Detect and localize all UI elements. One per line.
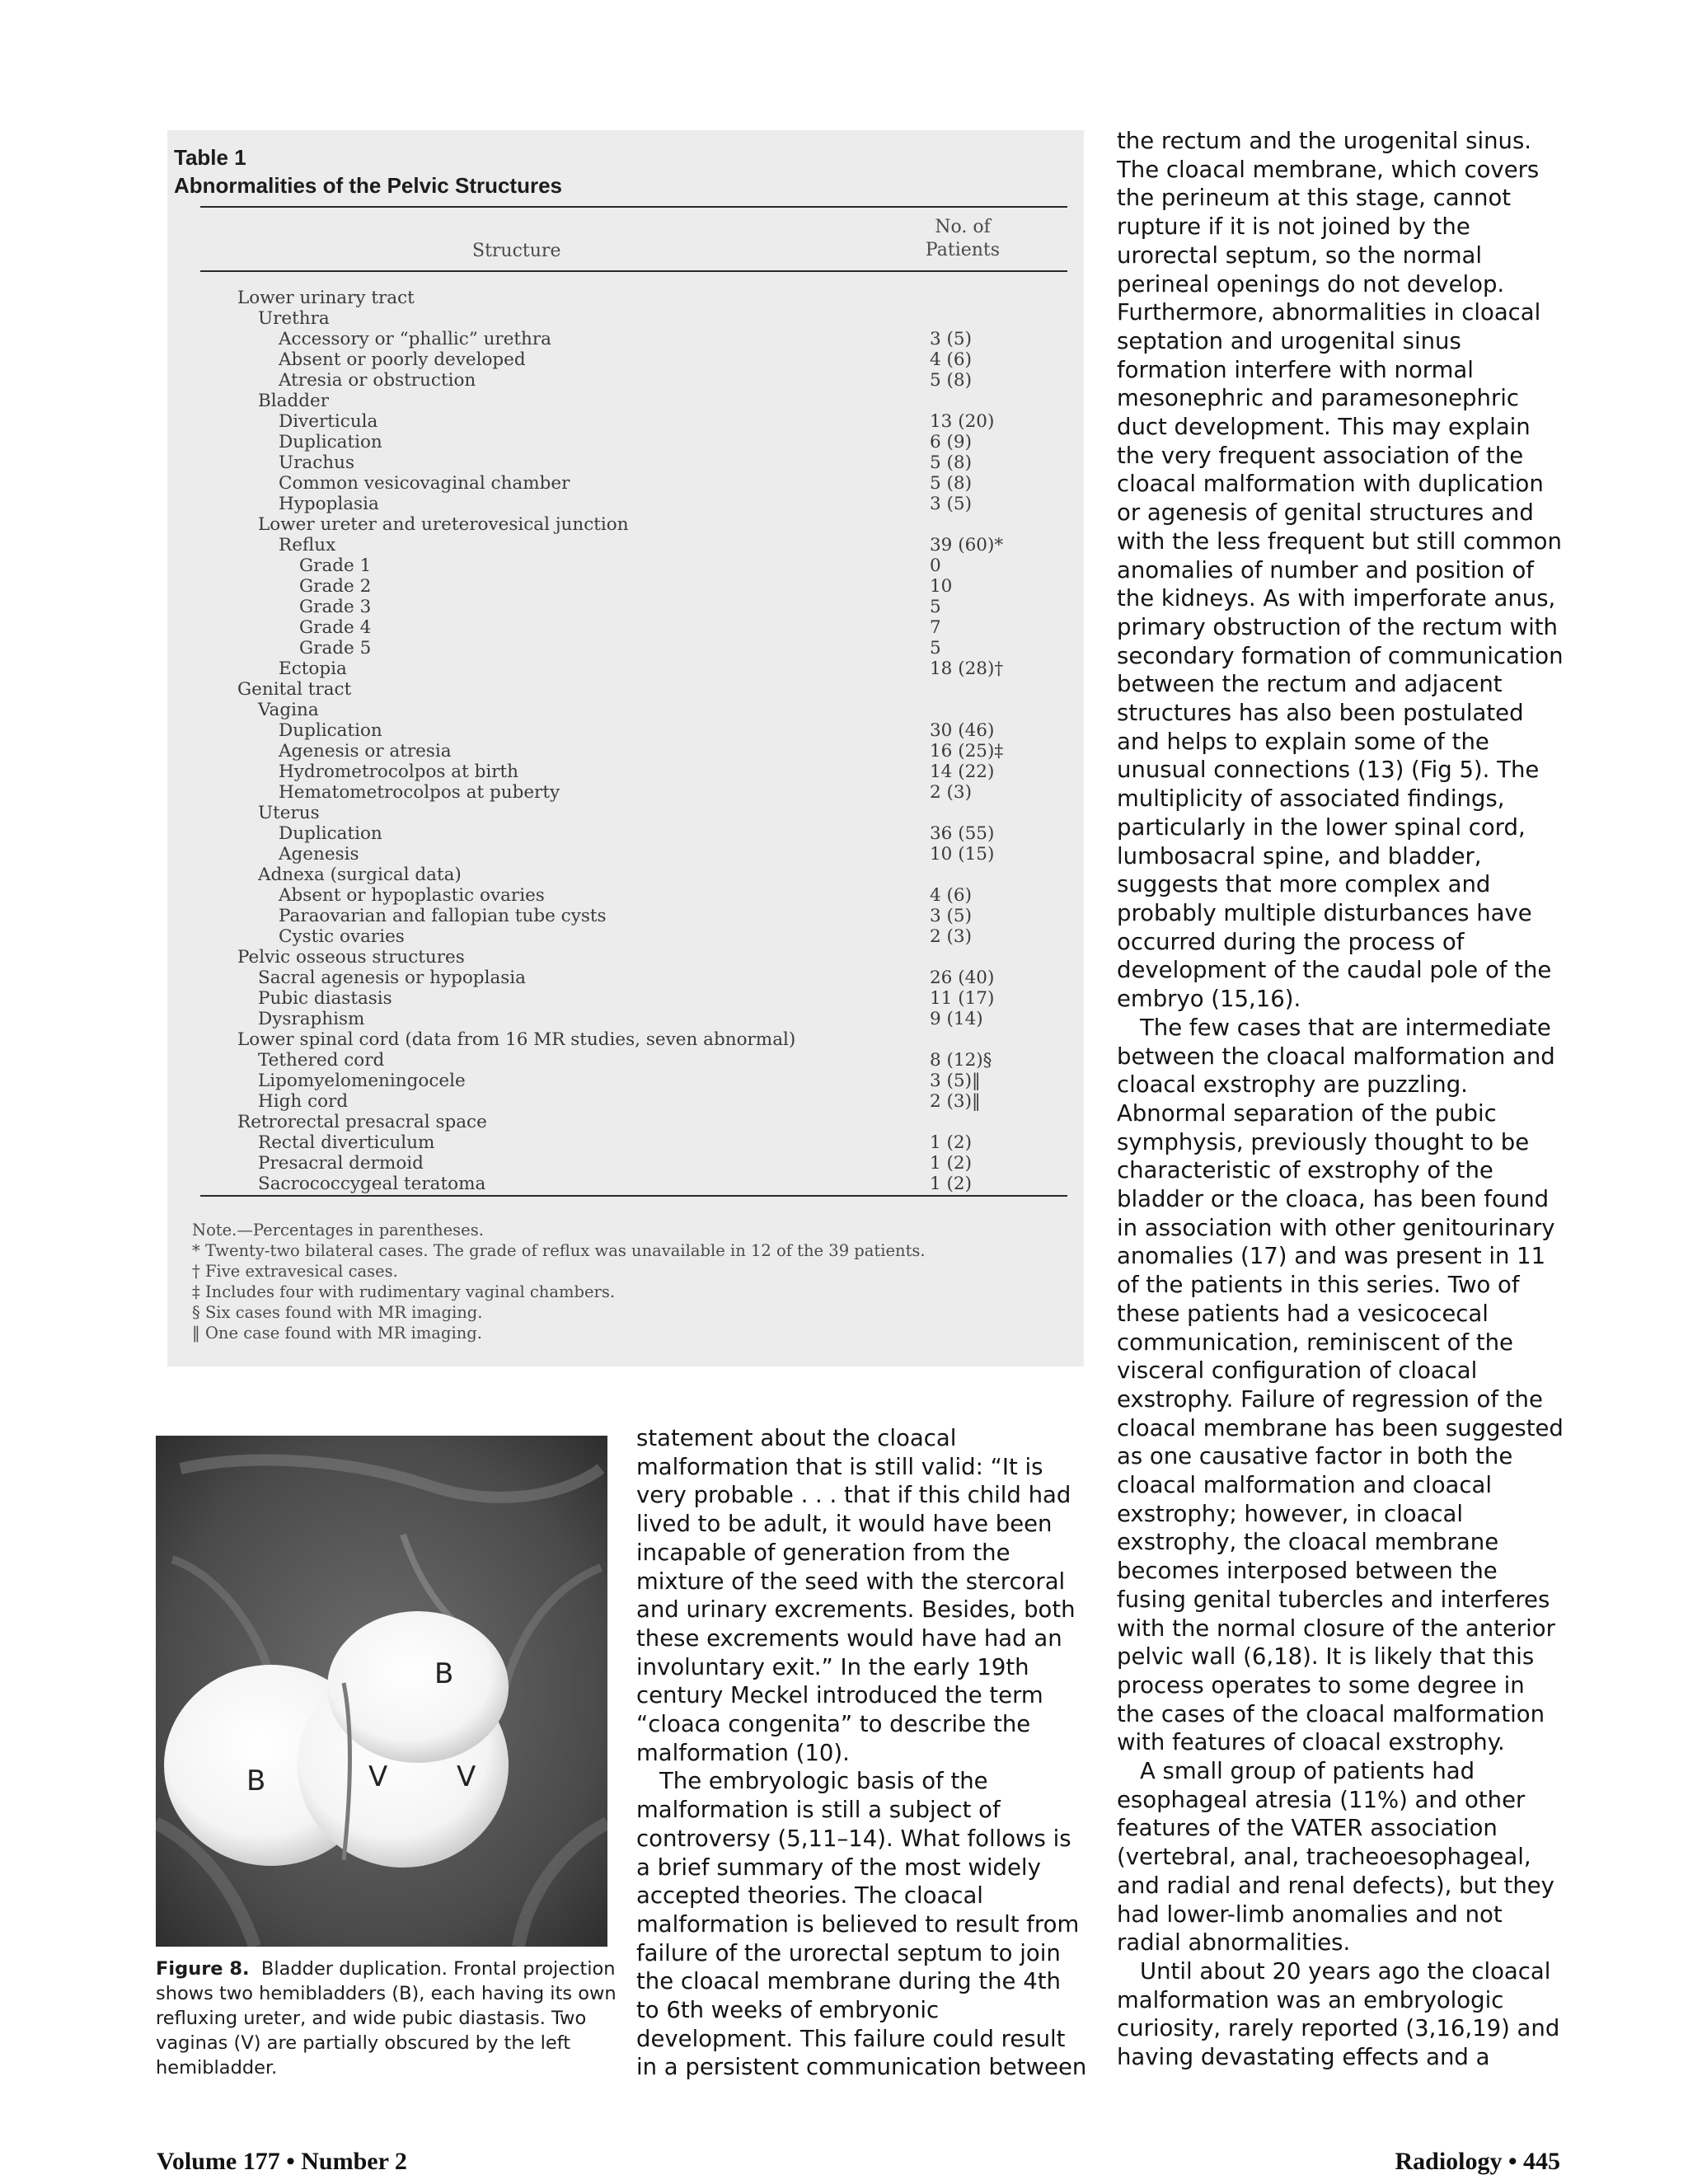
- table-row: [167, 555, 1084, 576]
- table-row: [167, 741, 1084, 762]
- table-cell-patients: 5: [930, 597, 941, 617]
- table-row: [167, 535, 1084, 555]
- table-cell-patients: 39 (60)*: [930, 535, 1004, 555]
- table-row: [167, 988, 1084, 1009]
- paragraph: statement about the cloacal malformation that is still valid: “It is very probable . . . that if this child had lived to be adult, it would have been incapable of generation from the mixture of the seed with the stercoral and urinary excrements. Besides, both these excrements would have had an involuntary exit.” In the early 19th century Meckel introduced the term “cloaca congenita” to describe the malformation (10).: [636, 1425, 1076, 1766]
- table-cell-structure: Grade 5: [299, 638, 372, 658]
- table-row: [167, 968, 1084, 988]
- table-cell-structure: Lower ureter and ureterovesical junction: [258, 514, 629, 535]
- table-row: [167, 494, 1084, 514]
- table-cell-patients: 4 (6): [930, 885, 972, 906]
- table-cell-structure: Genital tract: [237, 679, 352, 700]
- table-header-rule: [200, 270, 1067, 272]
- table-cell-patients: 10 (15): [930, 844, 995, 865]
- table-cell-structure: Sacral agenesis or hypoplasia: [258, 968, 526, 988]
- table-notes: [192, 1220, 1066, 1343]
- table-cell-patients: 1 (2): [930, 1153, 972, 1174]
- table-cell-structure: Absent or hypoplastic ovaries: [279, 885, 545, 906]
- table-cell-structure: High cord: [258, 1091, 349, 1112]
- table-cell-structure: Ectopia: [279, 658, 347, 679]
- table-cell-patients: 5 (8): [930, 452, 972, 473]
- table-row: [167, 823, 1084, 844]
- table-row: [167, 720, 1084, 741]
- table-cell-patients: 2 (3)‖: [930, 1091, 981, 1112]
- paragraph: the rectum and the urogenital sinus. The cloacal membrane, which covers the perineum at this stage, cannot rupture if it is not joined by the urorectal septum, so the normal perineal openings do not develop. Furthermore, abnormalities in cloacal septation and urogenital sinus formation interfere with normal mesonephric and paramesonephric duct development. This may explain the very frequent association of the cloacal malformation with duplication or agenesis of genital structures and with the less frequent but still common anomalies of number and position of the kidneys. As with imperforate anus, primary obstruction of the rectum with secondary formation of communication between the rectum and adjacent structures has also been postulated and helps to explain some of the unusual connections (13) (Fig 5). The multiplicity of associated findings, particularly in the lower spinal cord, lumbosacral spine, and bladder, suggests that more complex and probably multiple disturbances have occurred during the process of development of the caudal pole of the embryo (15,16).: [1117, 128, 1564, 1013]
- table-cell-patients: 3 (5)‖: [930, 1071, 981, 1091]
- table-row: [167, 700, 1084, 720]
- table-bottom-rule: [200, 1195, 1067, 1197]
- radiograph-image: [156, 1436, 607, 1947]
- table-cell-structure: Dysraphism: [258, 1009, 365, 1029]
- table-row: [167, 947, 1084, 968]
- table-cell-patients: 30 (46): [930, 720, 995, 741]
- table-top-rule: [200, 206, 1067, 208]
- table-row: [167, 370, 1084, 391]
- table-cell-patients: 1 (2): [930, 1174, 972, 1194]
- table-cell-patients: 9 (14): [930, 1009, 983, 1029]
- table-row: [167, 844, 1084, 865]
- column-header-patients-line2: Patients: [925, 240, 1001, 260]
- body-column-middle: [636, 1424, 1088, 2082]
- table-row: [167, 288, 1084, 308]
- figure-label-b-left: B: [246, 1765, 266, 1797]
- table-cell-structure: Hematometrocolpos at puberty: [279, 782, 560, 803]
- table-cell-structure: Hydrometrocolpos at birth: [279, 762, 518, 782]
- table-cell-patients: 2 (3): [930, 782, 972, 803]
- table-cell-patients: 11 (17): [930, 988, 995, 1009]
- table-cell-structure: Duplication: [279, 432, 382, 452]
- table-cell-structure: Grade 3: [299, 597, 372, 617]
- table-cell-patients: 5 (8): [930, 370, 972, 391]
- table-cell-structure: Pelvic osseous structures: [237, 947, 465, 968]
- table-note: § Six cases found with MR imaging.: [192, 1303, 483, 1322]
- table-cell-structure: Lipomyelomeningocele: [258, 1071, 466, 1091]
- table-cell-patients: 6 (9): [930, 432, 972, 452]
- table-row: [167, 617, 1084, 638]
- figure-caption: [156, 1957, 617, 2080]
- figure-label-b-upper: B: [434, 1657, 454, 1690]
- table-cell-patients: 3 (5): [930, 329, 972, 349]
- table-row: [167, 906, 1084, 926]
- figure-label-v-right: V: [457, 1760, 476, 1793]
- table-note: Note.—Percentages in parentheses.: [192, 1221, 484, 1240]
- table-note: ‡ Includes four with rudimentary vaginal chambers.: [192, 1282, 616, 1301]
- table-cell-structure: Hypoplasia: [279, 494, 379, 514]
- paragraph: A small group of patients had esophageal atresia (11%) and other features of the VATER association (vertebral, anal, tracheoesophageal, and radial and renal defects), but they had lower-limb anomalies and not radial abnormalities.: [1117, 1758, 1554, 1957]
- table-cell-patients: 5: [930, 638, 941, 658]
- table-row: [167, 411, 1084, 432]
- footer-journal-page: Radiology • 445: [1395, 2148, 1560, 2175]
- table-row: [167, 679, 1084, 700]
- table-row: [167, 597, 1084, 617]
- table-note: * Twenty-two bilateral cases. The grade of reflux was unavailable in 12 of the 39 patients.: [192, 1241, 926, 1260]
- column-header-structure: Structure: [472, 241, 561, 261]
- table-note: ‖ One case found with MR imaging.: [192, 1324, 482, 1343]
- table-row: [167, 576, 1084, 597]
- table-cell-patients: 26 (40): [930, 968, 995, 988]
- table-cell-structure: Common vesicovaginal chamber: [279, 473, 570, 494]
- table-cell-structure: Atresia or obstruction: [279, 370, 476, 391]
- table-cell-structure: Agenesis or atresia: [279, 741, 452, 762]
- table-row: [167, 1091, 1084, 1112]
- table-cell-patients: 1 (2): [930, 1132, 972, 1153]
- paragraph: The few cases that are intermediate between the cloacal malformation and cloacal exstrophy are puzzling. Abnormal separation of the pubic symphysis, previously thought to be characteristic of exstrophy of the bladder or the cloaca, has been found in association with other genitourinary anomalies (17) and was present in 11 of the patients in this series. Two of these patients had a vesicocecal communication, reminiscent of the visceral configuration of cloacal exstrophy. Failure of regression of the cloacal membrane has been suggested as one causative factor in both the cloacal malformation and cloacal exstrophy; however, in cloacal exstrophy, the cloacal membrane becomes interposed between the fusing genital tubercles and interferes with the normal closure of the anterior pelvic wall (6,18). It is likely that this process operates to some degree in the cases of the cloacal malformation with features of cloacal exstrophy.: [1117, 1014, 1564, 1756]
- table-cell-patients: 4 (6): [930, 349, 972, 370]
- table-cell-structure: Grade 1: [299, 555, 372, 576]
- table-row: [167, 514, 1084, 535]
- table-cell-structure: Agenesis: [279, 844, 359, 865]
- table-cell-patients: 7: [930, 617, 941, 638]
- table-cell-patients: 10: [930, 576, 953, 597]
- table-cell-structure: Sacrococcygeal teratoma: [258, 1174, 486, 1194]
- table-cell-structure: Lower spinal cord (data from 16 MR studies, seven abnormal): [237, 1029, 796, 1050]
- table-cell-structure: Paraovarian and fallopian tube cysts: [279, 906, 607, 926]
- table-row: [167, 1112, 1084, 1132]
- table-cell-structure: Pubic diastasis: [258, 988, 392, 1009]
- table-cell-patients: 8 (12)§: [930, 1050, 992, 1071]
- table-cell-structure: Diverticula: [279, 411, 378, 432]
- table-row: [167, 1050, 1084, 1071]
- table-cell-patients: 5 (8): [930, 473, 972, 494]
- figure-caption-text: Bladder duplication. Frontal projection shows two hemibladders (B), each having its own refluxing ureter, and wide pubic diastasis. Two vaginas (V) are partially obscured by the left hemibladder.: [156, 1958, 617, 2079]
- table-row: [167, 782, 1084, 803]
- table-row: [167, 926, 1084, 947]
- table-row: [167, 762, 1084, 782]
- table-1: [167, 130, 1084, 1366]
- table-cell-patients: 3 (5): [930, 906, 972, 926]
- table-cell-structure: Retrorectal presacral space: [237, 1112, 487, 1132]
- footer-volume: Volume 177 • Number 2: [157, 2148, 407, 2175]
- table-row: [167, 1153, 1084, 1174]
- table-number: Table 1: [174, 145, 246, 170]
- table-note: † Five extravesical cases.: [192, 1262, 398, 1281]
- table-cell-patients: 16 (25)‡: [930, 741, 1004, 762]
- table-cell-patients: 13 (20): [930, 411, 995, 432]
- table-row: [167, 308, 1084, 329]
- table-cell-structure: Urachus: [279, 452, 354, 473]
- table-cell-structure: Bladder: [258, 391, 330, 411]
- paragraph: Until about 20 years ago the cloacal malformation was an embryologic curiosity, rarely reported (3,16,19) and having devastating effects and a: [1117, 1958, 1560, 2071]
- table-row: [167, 1009, 1084, 1029]
- table-cell-patients: 2 (3): [930, 926, 972, 947]
- body-column-right: [1117, 127, 1568, 2072]
- table-cell-patients: 18 (28)†: [930, 658, 1004, 679]
- table-cell-structure: Presacral dermoid: [258, 1153, 424, 1174]
- table-row: [167, 432, 1084, 452]
- table-cell-patients: 36 (55): [930, 823, 995, 844]
- table-cell-structure: Duplication: [279, 823, 382, 844]
- table-row: [167, 349, 1084, 370]
- table-cell-structure: Absent or poorly developed: [279, 349, 526, 370]
- table-cell-structure: Vagina: [258, 700, 319, 720]
- table-row: [167, 803, 1084, 823]
- column-header-patients-line1: No. of: [935, 217, 991, 237]
- table-cell-patients: 0: [930, 555, 941, 576]
- table-body: [167, 288, 1084, 1194]
- table-cell-structure: Tethered cord: [258, 1050, 385, 1071]
- table-cell-structure: Grade 4: [299, 617, 372, 638]
- table-row: [167, 1029, 1084, 1050]
- paragraph: The embryologic basis of the malformation is still a subject of controversy (5,11–14). What follows is a brief summary of the most widely accepted theories. The cloacal malformation is believed to result from failure of the urorectal septum to join the cloacal membrane during the 4th to 6th weeks of embryonic development. This failure could result in a persistent communication between: [636, 1768, 1087, 2081]
- table-cell-structure: Grade 2: [299, 576, 372, 597]
- table-row: [167, 658, 1084, 679]
- table-cell-structure: Urethra: [258, 308, 330, 329]
- table-cell-structure: Duplication: [279, 720, 382, 741]
- table-row: [167, 473, 1084, 494]
- table-cell-structure: Accessory or “phallic” urethra: [279, 329, 552, 349]
- table-row: [167, 865, 1084, 885]
- table-row: [167, 329, 1084, 349]
- table-cell-patients: 3 (5): [930, 494, 972, 514]
- figure-8-radiograph: [156, 1436, 607, 1947]
- table-cell-structure: Cystic ovaries: [279, 926, 405, 947]
- figure-caption-label: Figure 8.: [156, 1958, 250, 1980]
- figure-label-v-left: V: [368, 1760, 388, 1793]
- column-header-patients: [905, 216, 1020, 262]
- table-row: [167, 452, 1084, 473]
- table-cell-structure: Reflux: [279, 535, 336, 555]
- table-row: [167, 391, 1084, 411]
- table-row: [167, 638, 1084, 658]
- table-cell-structure: Rectal diverticulum: [258, 1132, 435, 1153]
- table-cell-patients: 14 (22): [930, 762, 995, 782]
- table-caption: Abnormalities of the Pelvic Structures: [174, 173, 563, 198]
- table-row: [167, 1071, 1084, 1091]
- table-cell-structure: Uterus: [258, 803, 320, 823]
- table-row: [167, 1174, 1084, 1194]
- table-row: [167, 1132, 1084, 1153]
- table-row: [167, 885, 1084, 906]
- table-cell-structure: Adnexa (surgical data): [258, 865, 462, 885]
- table-cell-structure: Lower urinary tract: [237, 288, 415, 308]
